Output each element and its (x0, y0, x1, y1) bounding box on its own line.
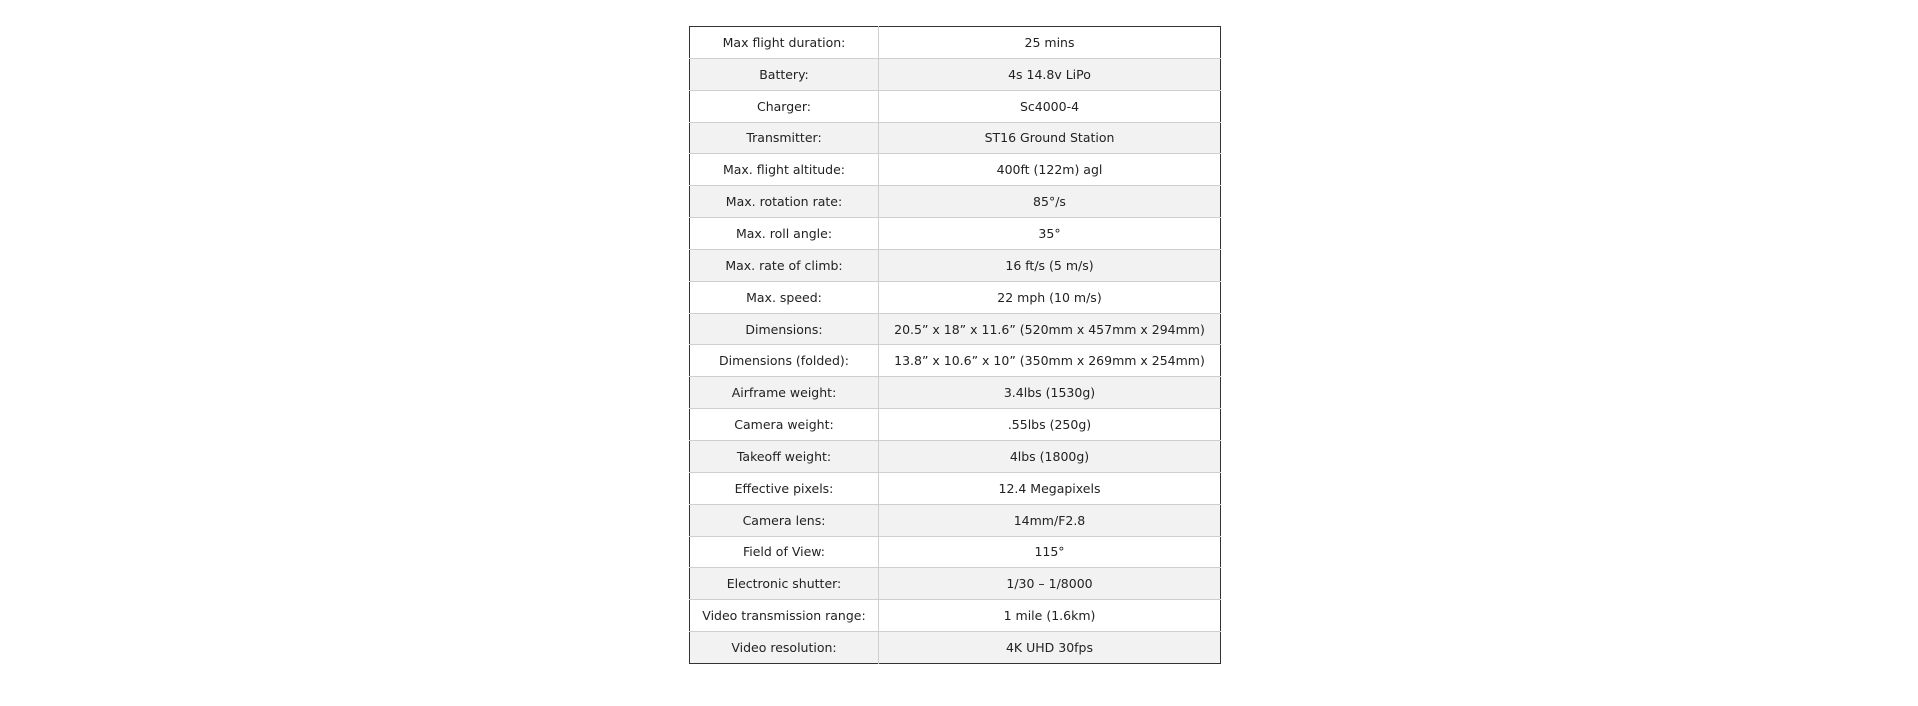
spec-label: Airframe weight: (690, 377, 879, 409)
spec-label: Video transmission range: (690, 600, 879, 632)
specifications-table (689, 26, 1221, 664)
spec-label: Effective pixels: (690, 472, 879, 504)
spec-label: Camera weight: (690, 409, 879, 441)
spec-value: 22 mph (10 m/s) (879, 281, 1221, 313)
spec-label: Max. speed: (690, 281, 879, 313)
spec-value: 1/30 – 1/8000 (879, 568, 1221, 600)
spec-label: Video resolution: (690, 632, 879, 664)
table-row (690, 409, 1221, 441)
spec-value: 85°/s (879, 186, 1221, 218)
spec-label: Dimensions: (690, 313, 879, 345)
table-row (690, 313, 1221, 345)
table-row (690, 504, 1221, 536)
table-row (690, 218, 1221, 250)
spec-value: 16 ft/s (5 m/s) (879, 249, 1221, 281)
table-row (690, 27, 1221, 59)
table-row (690, 568, 1221, 600)
spec-value: 1 mile (1.6km) (879, 600, 1221, 632)
table-row (690, 632, 1221, 664)
table-row (690, 440, 1221, 472)
spec-label: Max flight duration: (690, 27, 879, 59)
table-row (690, 154, 1221, 186)
spec-label: Field of View: (690, 536, 879, 568)
spec-value: 3.4lbs (1530g) (879, 377, 1221, 409)
spec-label: Max. flight altitude: (690, 154, 879, 186)
table-row (690, 472, 1221, 504)
table-row (690, 345, 1221, 377)
table-row (690, 536, 1221, 568)
table-row (690, 122, 1221, 154)
spec-label: Max. roll angle: (690, 218, 879, 250)
spec-label: Charger: (690, 90, 879, 122)
spec-value: 115° (879, 536, 1221, 568)
spec-label: Max. rotation rate: (690, 186, 879, 218)
spec-label: Battery: (690, 58, 879, 90)
spec-value: 25 mins (879, 27, 1221, 59)
spec-value: ST16 Ground Station (879, 122, 1221, 154)
spec-label: Camera lens: (690, 504, 879, 536)
table-row (690, 600, 1221, 632)
spec-value: 4K UHD 30fps (879, 632, 1221, 664)
spec-value: 400ft (122m) agl (879, 154, 1221, 186)
spec-value: 13.8” x 10.6” x 10” (350mm x 269mm x 254mm) (879, 345, 1221, 377)
spec-value: 14mm/F2.8 (879, 504, 1221, 536)
table-row (690, 90, 1221, 122)
spec-value: 4s 14.8v LiPo (879, 58, 1221, 90)
spec-value: .55lbs (250g) (879, 409, 1221, 441)
spec-label: Transmitter: (690, 122, 879, 154)
table-row (690, 281, 1221, 313)
spec-label: Dimensions (folded): (690, 345, 879, 377)
table-row (690, 186, 1221, 218)
table-row (690, 249, 1221, 281)
spec-value: 4lbs (1800g) (879, 440, 1221, 472)
spec-value: 20.5” x 18” x 11.6” (520mm x 457mm x 294mm) (879, 313, 1221, 345)
table-row (690, 58, 1221, 90)
spec-label: Electronic shutter: (690, 568, 879, 600)
spec-label: Takeoff weight: (690, 440, 879, 472)
table-row (690, 377, 1221, 409)
spec-label: Max. rate of climb: (690, 249, 879, 281)
spec-value: 12.4 Megapixels (879, 472, 1221, 504)
spec-value: 35° (879, 218, 1221, 250)
spec-value: Sc4000-4 (879, 90, 1221, 122)
